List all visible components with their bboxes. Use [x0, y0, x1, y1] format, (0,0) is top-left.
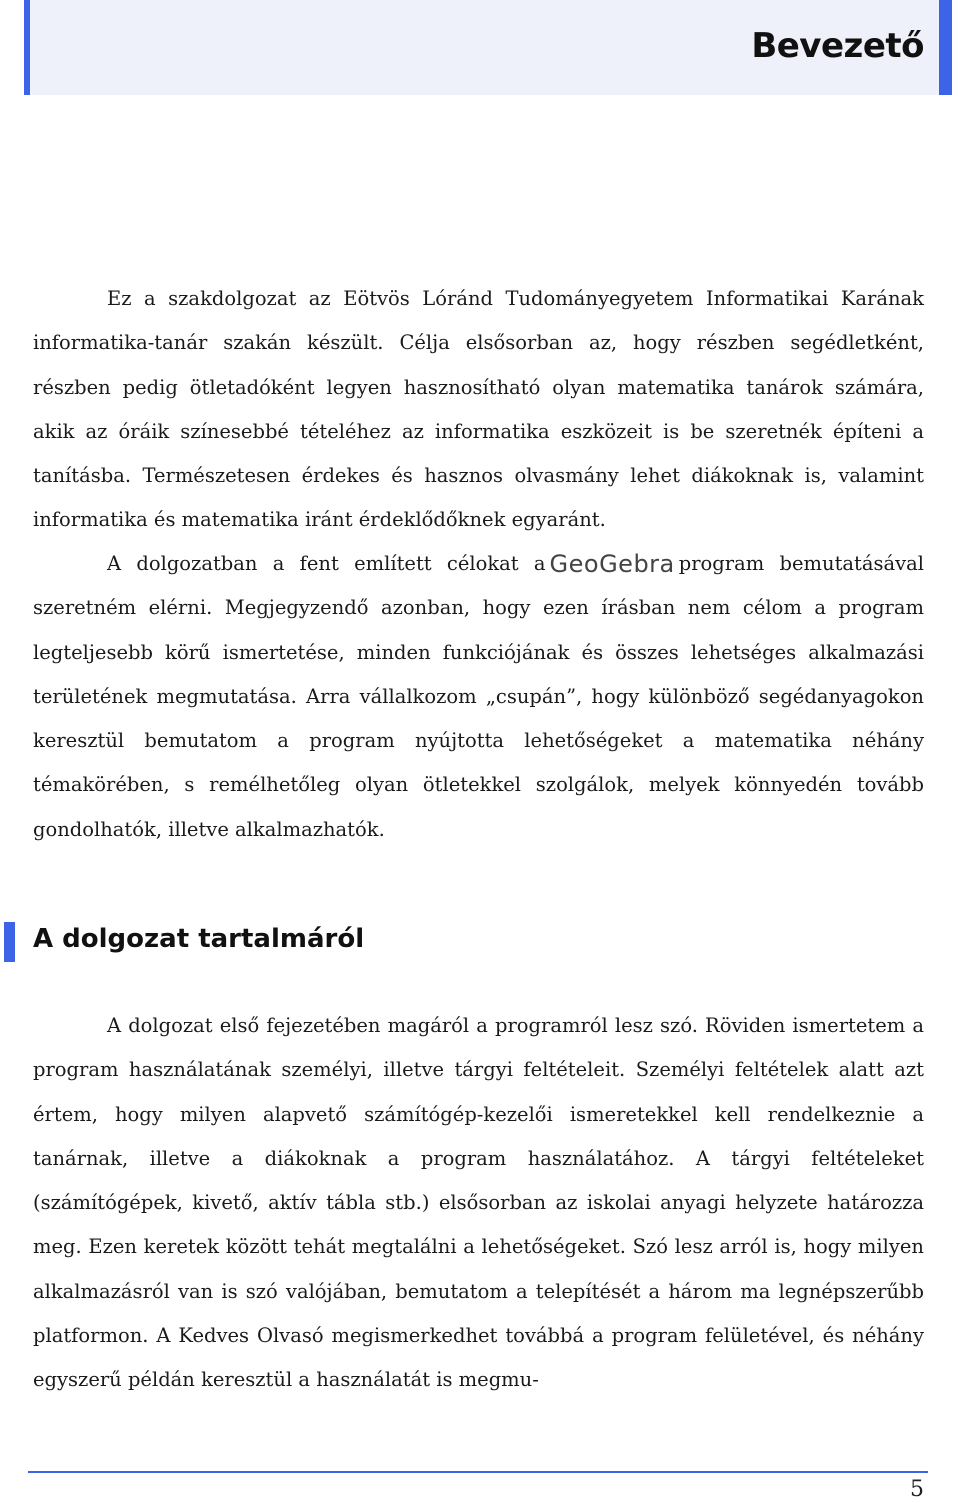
section-title: A dolgozat tartalmáról — [33, 924, 365, 954]
intro-paragraph-1: Ez a szakdolgozat az Eötvös Lóránd Tudományegyetem Informatikai Karának informatika-tanár szakán készült. Célja elsősorban az, hogy részben segédletként, részben pedig ötletadóként legyen hasznosítható olyan matematika tanárok számára, akik az óráik színesebbé tételéhez az informatika eszközeit is be szeretnék építeni a tanításba. Természetesen érdekes és hasznos olvasmány lehet diákoknak is, valamint informatika és matematika iránt érdeklődőknek egyaránt. — [33, 287, 924, 532]
intro-paragraph-2 — [33, 542, 924, 852]
header-accent-bar-left — [24, 0, 30, 95]
geogebra-logo: GeoGebra — [549, 550, 675, 578]
page-number: 5 — [910, 1477, 924, 1502]
section-paragraph: A dolgozat első fejezetében magáról a programról lesz szó. Röviden ismertetem a program használatának személyi, illetve tárgyi feltételeit. Személyi feltételek alatt azt értem, hogy milyen alapvető számítógép-kezelői ismeretekkel kell rendelkeznie a tanárnak, illetve a diákoknak a program használatához. A tárgyi feltételeket (számítógépek, kivető, aktív tábla stb.) elsősorban az iskolai anyagi helyzete határozza meg. Ezen keretek között tehát megtalálni a lehetőségeket. Szó lesz arról is, hogy milyen alkalmazásról van is szó valójában, bemutatom a telepítését a három ma legnépszerűbb platformon. A Kedves Olvasó megismerkedhet továbbá a program felületével, és néhány egyszerű példán keresztül a használatát is megmu- — [33, 1014, 924, 1392]
chapter-title: Bevezető — [751, 26, 924, 66]
header-accent-bar-right — [939, 0, 952, 95]
section-accent-bar — [4, 922, 15, 962]
intro-paragraph-2-end: program bemutatásával szeretném elérni. Megjegyzendő azonban, hogy ezen írásban nem célom a program legteljesebb körű ismertetése, minden funkciójának és összes lehetséges alkalmazási területének megmutatása. Arra vállalkozom „csupán”, hogy különböző segédanyagokon keresztül bemutatom a program nyújtotta lehetőségeket a matematika néhány témakörében, s remélhetőleg olyan ötletekkel szolgálok, melyek könnyedén tovább gondolhatók, illetve alkalmazhatók. — [33, 552, 925, 841]
intro-paragraph-2-start: A dolgozatban a fent említett célokat a — [107, 552, 546, 575]
footer-rule — [28, 1471, 928, 1473]
